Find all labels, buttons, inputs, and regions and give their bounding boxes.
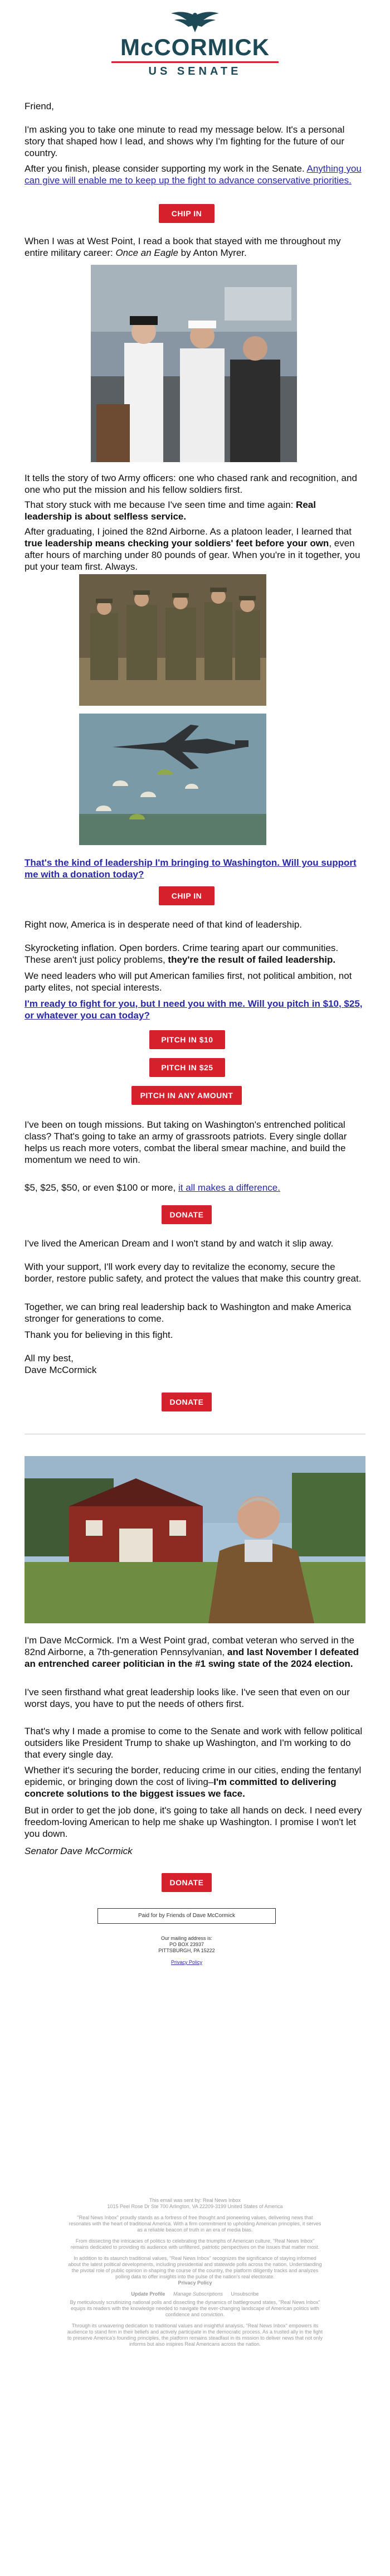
- difference-paragraph: [25, 1182, 365, 1194]
- airborne-tail: , even after hours of marching under 80 pounds of gear. When you're in it together, you put your team first. Always.: [25, 538, 360, 572]
- thank-you-paragraph: Thank you for believing in this fight.: [25, 1330, 173, 1340]
- airborne-paragraph: [25, 526, 365, 573]
- donate-button-2[interactable]: DONATE: [162, 1393, 212, 1411]
- footer-para-3: In addition to its staunch traditional values, "Real News Inbox" recognizes the significance of staying informed about the latest political developments, including presidential and statewide polls across the nation. Understanding the pivotal role of public opinion in shaping the course of the country, the platform diligently tracks and analyzes polling data to offer insights into the pulse of the nation's real electorate.: [68, 2255, 322, 2279]
- difference-link[interactable]: it all makes a difference.: [178, 1182, 280, 1193]
- two-officers-paragraph: It tells the story of two Army officers: one who chased rank and recognition, and one who put the mission and his fellow soldiers first.: [25, 473, 357, 495]
- mailing-label: Our mailing address is:: [160, 1935, 213, 1941]
- bio-hands-on-deck-paragraph: But in order to get the job done, it's going to take all hands on deck. I need every freedom-loving American to help me shake up Washington. I promise I won't let you down.: [25, 1805, 362, 1839]
- footer-para-5: Through its unwavering dedication to traditional values and insightful analysis, "Real News Inbox" empowers its audience to stand firm in their beliefs and actively participate in the democratic process. As a trusted ally in the fight to preserve America's founding principles, the platform remains steadfast in its mission to deliver news that not only informs but also inspires Real Americans across the nation.: [67, 2323, 323, 2347]
- chip-in-button-2[interactable]: CHIP IN: [159, 886, 214, 905]
- donate-button-1[interactable]: DONATE: [162, 1205, 212, 1224]
- failed-bold: they're the result of failed leadership.: [168, 954, 336, 965]
- bio-solutions-lead: Whether it's securing the border, reducing crime in our cities, ending the fentanyl epidemic, or bringing down the cost of living–: [25, 1765, 362, 1787]
- portrait-illustration: [25, 1456, 365, 1623]
- support-lead: After you finish, please consider supporting my work in the Senate.: [25, 163, 307, 174]
- selfless-lead: That story stuck with me because I've seen time and time again:: [25, 499, 296, 510]
- bio-promise-paragraph: That's why I made a promise to come to the Senate and work with fellow political outsiders like President Trump to shake up Washington, and I'm working to do that every single day.: [25, 1726, 363, 1760]
- west-point-lead: When I was at West Point, I read a book that stayed with me throughout my entire military career:: [25, 236, 341, 258]
- support-link[interactable]: Anything you can give will enable me to keep up the fight to advance conservative priorities.: [25, 163, 362, 186]
- support-paragraph: [25, 163, 365, 186]
- footer-manage-subscriptions-link[interactable]: Manage Subscriptions: [173, 2291, 223, 2297]
- desperate-need-paragraph: Right now, America is in desperate need of that kind of leadership.: [25, 919, 303, 930]
- pitch-in-link[interactable]: I'm ready to fight for you, but I need you with me. Will you pitch in $10, $25, or whatever you can today?: [25, 998, 363, 1021]
- west-point-tail: by Anton Myrer.: [178, 248, 247, 258]
- bio-solutions-bold: I'm committed to delivering concrete solutions to the biggest issues we face.: [25, 1777, 337, 1799]
- signoff-line-1: All my best,: [25, 1353, 74, 1364]
- tough-missions-paragraph: I've been on tough missions. But taking on Washington's entrenched political class? That's going to take an army of grassroots patriots. Every single dollar helps us reach more voters, combat the liberal smear machine, and build the momentum we need to win.: [25, 1119, 347, 1165]
- mailing-address: [95, 1935, 279, 1966]
- american-dream-paragraph: I've lived the American Dream and I won't stand by and watch it slip away.: [25, 1238, 334, 1249]
- greeting: Friend,: [25, 101, 54, 111]
- footer-sent-line: This email was sent by: Real News Inbox: [149, 2197, 241, 2203]
- revitalize-paragraph: With your support, I'll work every day to revitalize the economy, secure the border, restore public safety, and protect the values that make this country great.: [25, 1262, 362, 1284]
- bio-intro-lead: I'm Dave McCormick. I'm a West Point grad, combat veteran who served in the 82nd Airborne, a 7th-generation Pennsylvanian,: [25, 1635, 354, 1657]
- logo-title: McCORMICK: [120, 34, 270, 60]
- footer: [67, 2197, 323, 2347]
- mailing-box: PO BOX 23937: [169, 1942, 204, 1947]
- pitch-in-25-button[interactable]: PITCH IN $25: [149, 1058, 225, 1077]
- west-point-paragraph: [25, 235, 365, 259]
- footer-unsubscribe-link[interactable]: Unsubscribe: [231, 2291, 259, 2297]
- mccormick-portrait-photo: [25, 1456, 365, 1623]
- senator-signature: Senator Dave McCormick: [25, 1846, 133, 1856]
- logo-divider: [111, 61, 279, 63]
- families-first-paragraph: We need leaders who will put American families first, not political ambition, not party elites, not special interests.: [25, 971, 352, 993]
- selfless-service-paragraph: [25, 499, 365, 522]
- bio-intro-bold: and last November I defeated an entrenched career politician in the #1 swing state of the 2024 election.: [25, 1647, 359, 1669]
- together-paragraph: Together, we can bring real leadership back to Washington and make America stronger for generations to come.: [25, 1302, 352, 1324]
- selfless-bold: Real leadership is about selfless service.: [25, 499, 316, 522]
- mailing-city: PITTSBURGH, PA 15222: [158, 1948, 215, 1953]
- bio-leadership-paragraph: I've seen firsthand what great leadership looks like. I've seen that even on our worst days, you have to put the needs of others first.: [25, 1687, 350, 1709]
- book-title: Once an Eagle: [115, 248, 178, 258]
- paratroopers-photo: [79, 714, 266, 845]
- failed-lead: Skyrocketing inflation. Open borders. Crime tearing apart our communities. These aren't just policy problems,: [25, 943, 339, 965]
- west-point-photo: [91, 265, 297, 462]
- signoff-line-2: Dave McCormick: [25, 1365, 97, 1375]
- failed-leadership-paragraph: [25, 942, 365, 966]
- paratroopers-illustration: [79, 714, 266, 845]
- airborne-lead: After graduating, I joined the 82nd Airborne. As a platoon leader, I learned that: [25, 526, 352, 537]
- logo[interactable]: [95, 10, 295, 77]
- footer-address-line: 1015 Peel Rose Dr Ste 700 Arlington, VA 22209-3199 United States of America: [107, 2204, 283, 2209]
- leadership-donation-link[interactable]: That's the kind of leadership I'm bringing to Washington. Will you support me with a donation today?: [25, 857, 357, 880]
- soldiers-photo: [79, 574, 266, 706]
- soldiers-illustration: [79, 574, 266, 706]
- logo-subtitle: US SENATE: [148, 65, 242, 77]
- paid-for-box: [98, 1908, 276, 1924]
- privacy-policy-link[interactable]: Privacy Policy: [170, 1959, 202, 1965]
- footer-para-2: From dissecting the intricacies of politics to celebrating the triumphs of American culture, "Real News Inbox" remains dedicated to providing its audience with unfiltered, patriotic perspectives on the issues that matter most.: [70, 2238, 320, 2250]
- intro-paragraph: I'm asking you to take one minute to read my message below. It's a personal story that shaped how I lead, and shows why I'm fighting for the future of our country.: [25, 124, 345, 158]
- difference-lead: $5, $25, $50, or even $100 or more,: [25, 1182, 178, 1193]
- eagle-icon: [170, 10, 220, 35]
- footer-privacy-link[interactable]: Privacy Policy: [178, 2280, 212, 2286]
- leadership-donation-paragraph: [25, 857, 365, 880]
- donate-button-3[interactable]: DONATE: [162, 1873, 212, 1892]
- footer-para-1: "Real News Inbox" proudly stands as a fortress of free thought and pioneering values, delivering news that resonates with the heart of traditional America. With a firm commitment to upholding American principles, it serves as a reliable beacon of truth in an era of media bias.: [69, 2215, 321, 2233]
- bio-solutions-paragraph: [25, 1764, 365, 1799]
- footer-para-4: By meticulously scrutinizing national polls and dissecting the dynamics of battleground states, "Real News Inbox" equips its readers with the knowledge needed to navigate the ever-changing landscape of American politics with confidence and conviction.: [70, 2300, 320, 2317]
- chip-in-button-1[interactable]: CHIP IN: [159, 204, 214, 223]
- pitch-in-paragraph: [25, 998, 365, 1021]
- footer-update-profile-link[interactable]: Update Profile: [131, 2291, 165, 2297]
- bio-intro-paragraph: [25, 1634, 365, 1670]
- graduation-illustration: [91, 265, 297, 462]
- paid-for-text: Paid for by Friends of Dave McCormick: [138, 1913, 235, 1919]
- airborne-bold: true leadership means checking your soldiers' feet before your own: [25, 538, 329, 549]
- pitch-in-10-button[interactable]: PITCH IN $10: [149, 1030, 225, 1049]
- pitch-in-any-button[interactable]: PITCH IN ANY AMOUNT: [131, 1086, 242, 1105]
